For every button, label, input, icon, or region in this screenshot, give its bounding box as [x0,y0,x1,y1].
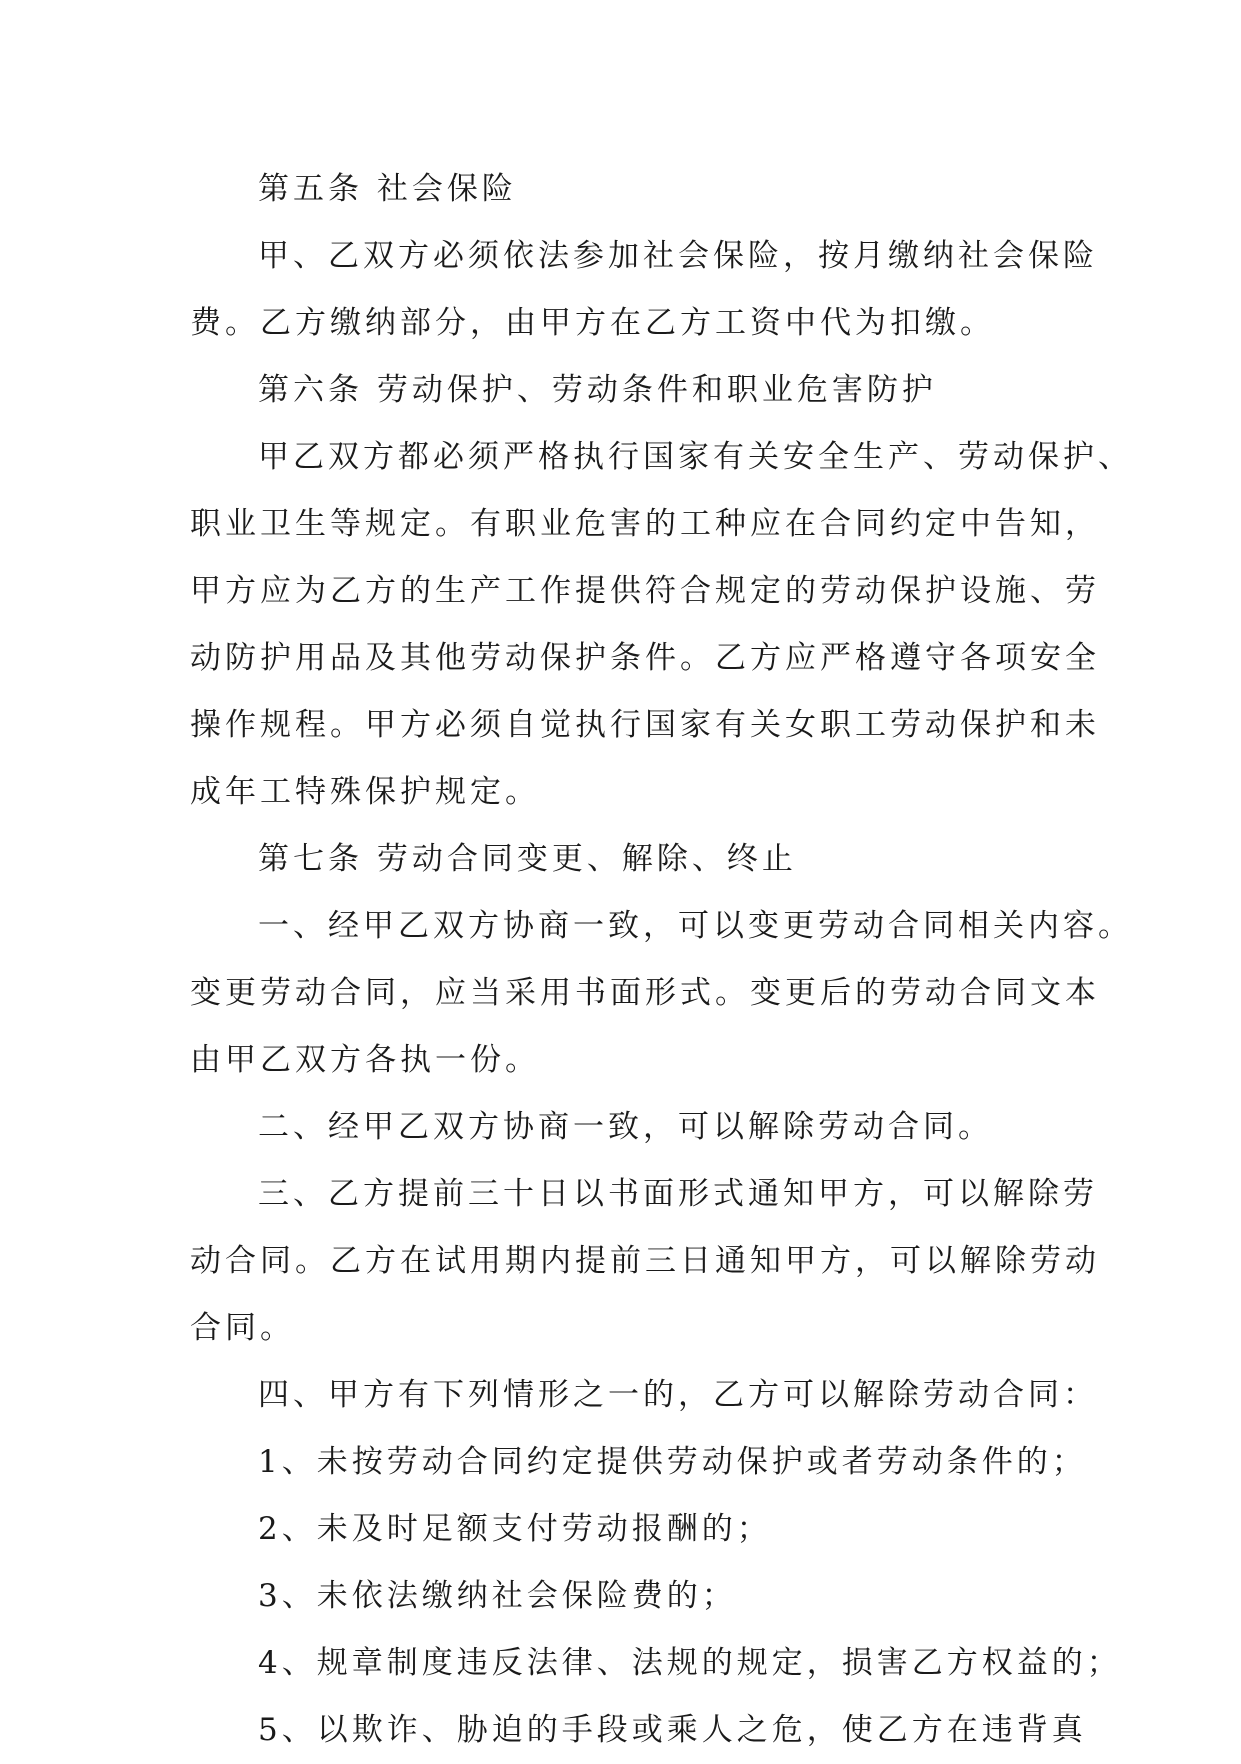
list-item: 4、规章制度违反法律、法规的规定，损害乙方权益的； [258,1645,1122,1681]
clause-4-line: 四、甲方有下列情形之一的，乙方可以解除劳动合同： [258,1377,1098,1413]
paragraph-line: 动合同。乙方在试用期内提前三日通知甲方，可以解除劳动 [190,1243,1100,1279]
paragraph-line: 甲方应为乙方的生产工作提供符合规定的劳动保护设施、劳 [190,573,1100,609]
article-7-heading: 第七条 劳动合同变更、解除、终止 [258,841,797,877]
clause-1-line: 一、经甲乙双方协商一致，可以变更劳动合同相关内容。 [258,908,1133,944]
paragraph-line: 甲、乙双方必须依法参加社会保险，按月缴纳社会保险 [258,238,1098,274]
contract-body-text [190,156,1133,1764]
article-6-heading: 第六条 劳动保护、劳动条件和职业危害防护 [258,372,937,408]
paragraph-line: 变更劳动合同，应当采用书面形式。变更后的劳动合同文本 [190,975,1100,1011]
paragraph-line: 操作规程。甲方必须自觉执行国家有关女职工劳动保护和未 [190,707,1100,743]
list-item: 5、以欺诈、胁迫的手段或乘人之危，使乙方在违背真 [258,1712,1087,1748]
list-item: 2、未及时足额支付劳动报酬的； [258,1511,772,1547]
paragraph-line: 职业卫生等规定。有职业危害的工种应在合同约定中告知， [190,506,1100,542]
paragraph-line: 合同。 [190,1310,295,1346]
paragraph-line: 动防护用品及其他劳动保护条件。乙方应严格遵守各项安全 [190,640,1100,676]
list-item: 1、未按劳动合同约定提供劳动保护或者劳动条件的； [258,1444,1087,1480]
paragraph-line: 费。乙方缴纳部分，由甲方在乙方工资中代为扣缴。 [190,305,995,341]
clause-3-line: 三、乙方提前三十日以书面形式通知甲方，可以解除劳 [258,1176,1098,1212]
clause-2-line: 二、经甲乙双方协商一致，可以解除劳动合同。 [258,1109,993,1145]
paragraph-line: 由甲乙双方各执一份。 [190,1042,540,1078]
list-item: 3、未依法缴纳社会保险费的； [258,1578,737,1614]
article-5-heading: 第五条 社会保险 [258,171,517,207]
paragraph-line: 甲乙双方都必须严格执行国家有关安全生产、劳动保护、 [258,439,1133,475]
paragraph-line: 成年工特殊保护规定。 [190,774,540,810]
